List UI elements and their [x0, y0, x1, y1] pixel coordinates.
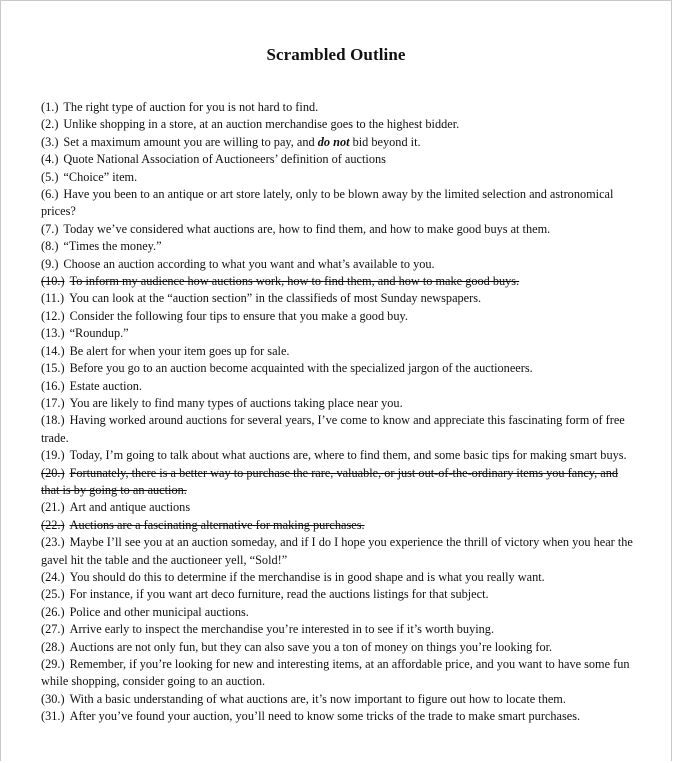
outline-item-29 — [41, 656, 637, 691]
item-number: (21.) — [41, 500, 65, 515]
item-number: (17.) — [41, 395, 65, 410]
outline-item-7 — [41, 221, 637, 238]
item-text: Unlike shopping in a store, at an auction merchandise goes to the highest bidder. — [63, 117, 460, 132]
item-number: (7.) — [41, 221, 59, 236]
item-number: (22.) — [41, 517, 65, 532]
outline-item-6 — [41, 186, 637, 221]
outline-list — [41, 99, 637, 726]
outline-item-17 — [41, 395, 637, 412]
outline-item-20 — [41, 465, 637, 500]
outline-item-3 — [41, 134, 637, 151]
item-number: (24.) — [41, 569, 65, 584]
item-text: Set a maximum amount you are willing to pay, and — [63, 134, 318, 149]
outline-item-9 — [41, 256, 637, 273]
item-number: (9.) — [41, 256, 59, 271]
item-text: Have you been to an antique or art store lately, only to be blown away by the limited selection and astronomical prices? — [41, 187, 614, 219]
item-text: Auctions are not only fun, but they can also save you a ton of money on things you’re looking for. — [69, 639, 553, 654]
outline-item-13 — [41, 325, 637, 342]
item-number: (12.) — [41, 308, 65, 323]
item-number: (19.) — [41, 448, 65, 463]
outline-item-1 — [41, 99, 637, 116]
outline-item-21 — [41, 499, 637, 516]
item-number: (2.) — [41, 117, 59, 132]
item-number: (5.) — [41, 169, 59, 184]
item-text: Estate auction. — [69, 378, 142, 393]
outline-item-25 — [41, 586, 637, 603]
item-text: Today we’ve considered what auctions are, how to find them, and how to make good buys at them. — [63, 221, 551, 236]
item-number: (14.) — [41, 343, 65, 358]
item-number: (29.) — [41, 657, 65, 671]
outline-item-23 — [41, 534, 637, 569]
outline-item-4 — [41, 151, 637, 168]
item-text: Fortunately, there is a better way to purchase the rare, valuable, or just out-of-the-ordinary items you fancy, and that is by going to an auction. — [41, 465, 619, 497]
item-text: “Choice” item. — [63, 169, 138, 184]
outline-item-28 — [41, 639, 637, 656]
outline-item-5 — [41, 169, 637, 186]
outline-item-22 — [41, 517, 637, 534]
item-number: (16.) — [41, 378, 65, 393]
item-text: Arrive early to inspect the merchandise you’re interested in to see if it’s worth buying. — [69, 622, 495, 637]
item-text: Police and other municipal auctions. — [69, 604, 249, 619]
item-text: Be alert for when your item goes up for sale. — [69, 343, 290, 358]
item-number: (28.) — [41, 639, 65, 654]
item-text: After you’ve found your auction, you’ll need to know some tricks of the trade to make smart purchases. — [69, 709, 581, 724]
item-number: (27.) — [41, 622, 65, 637]
item-text: You are likely to find many types of auctions taking place near you. — [69, 395, 403, 410]
outline-item-2 — [41, 116, 637, 133]
item-number: (31.) — [41, 709, 65, 724]
item-number: (13.) — [41, 326, 65, 341]
item-text: To inform my audience how auctions work, how to find them, and how to make good buys. — [69, 274, 520, 289]
item-number: (25.) — [41, 587, 65, 602]
item-text: Remember, if you’re looking for new and interesting items, at an affordable price, and you want to have some fun while shopping, consider going to an auction. — [41, 657, 630, 689]
item-text: With a basic understanding of what auctions are, it’s now important to figure out how to locate them. — [69, 691, 566, 706]
item-text: Auctions are a fascinating alternative for making purchases. — [69, 517, 365, 532]
item-text: Today, I’m going to talk about what auctions are, where to find them, and some basic tips for making smart buys. — [69, 448, 627, 463]
outline-item-19 — [41, 447, 637, 464]
item-text: For instance, if you want art deco furniture, read the auctions listings for that subject. — [69, 587, 489, 602]
outline-item-11 — [41, 290, 637, 307]
item-text: Maybe I’ll see you at an auction someday, and if I do I hope you experience the thrill of victory when you hear the gavel hit the table and the auctioneer yell, “Sold!” — [41, 535, 633, 567]
item-number: (1.) — [41, 100, 59, 114]
item-text: “Times the money.” — [63, 239, 162, 254]
item-text: “Roundup.” — [69, 326, 129, 341]
outline-item-15 — [41, 360, 637, 377]
item-number: (30.) — [41, 691, 65, 706]
page-title: Scrambled Outline — [266, 45, 406, 64]
item-number: (6.) — [41, 187, 59, 202]
item-number: (8.) — [41, 239, 59, 254]
outline-item-24 — [41, 569, 637, 586]
outline-item-18 — [41, 412, 637, 447]
item-text: You should do this to determine if the merchandise is in good shape and is what you really want. — [69, 569, 545, 584]
item-text: Having worked around auctions for several years, I’ve come to know and appreciate this fascinating form of free trade. — [41, 413, 625, 445]
outline-item-12 — [41, 308, 637, 325]
item-number: (26.) — [41, 604, 65, 619]
outline-item-30 — [41, 691, 637, 708]
outline-item-14 — [41, 343, 637, 360]
outline-item-10 — [41, 273, 637, 290]
outline-item-8 — [41, 238, 637, 255]
item-text: Before you go to an auction become acquainted with the specialized jargon of the auctioneers. — [69, 361, 533, 376]
outline-item-16 — [41, 378, 637, 395]
item-number: (10.) — [41, 274, 65, 289]
item-number: (11.) — [41, 291, 65, 306]
item-text: You can look at the “auction section” in the classifieds of most Sunday newspapers. — [69, 291, 482, 306]
item-number: (18.) — [41, 413, 65, 428]
item-number: (3.) — [41, 134, 59, 149]
item-text-after: bid beyond it. — [349, 134, 421, 149]
item-text: The right type of auction for you is not hard to find. — [63, 100, 319, 114]
item-number: (20.) — [41, 465, 65, 480]
item-number: (23.) — [41, 535, 65, 550]
item-emphasis: do not — [317, 134, 350, 149]
item-number: (15.) — [41, 361, 65, 376]
item-text: Consider the following four tips to ensure that you make a good buy. — [69, 308, 408, 323]
item-text: Choose an auction according to what you want and what’s available to you. — [63, 256, 435, 271]
item-text: Quote National Association of Auctioneers’ definition of auctions — [63, 152, 386, 167]
outline-item-27 — [41, 621, 637, 638]
item-number: (4.) — [41, 152, 59, 167]
item-text: Art and antique auctions — [69, 500, 191, 515]
outline-item-26 — [41, 604, 637, 621]
outline-item-31 — [41, 708, 637, 725]
